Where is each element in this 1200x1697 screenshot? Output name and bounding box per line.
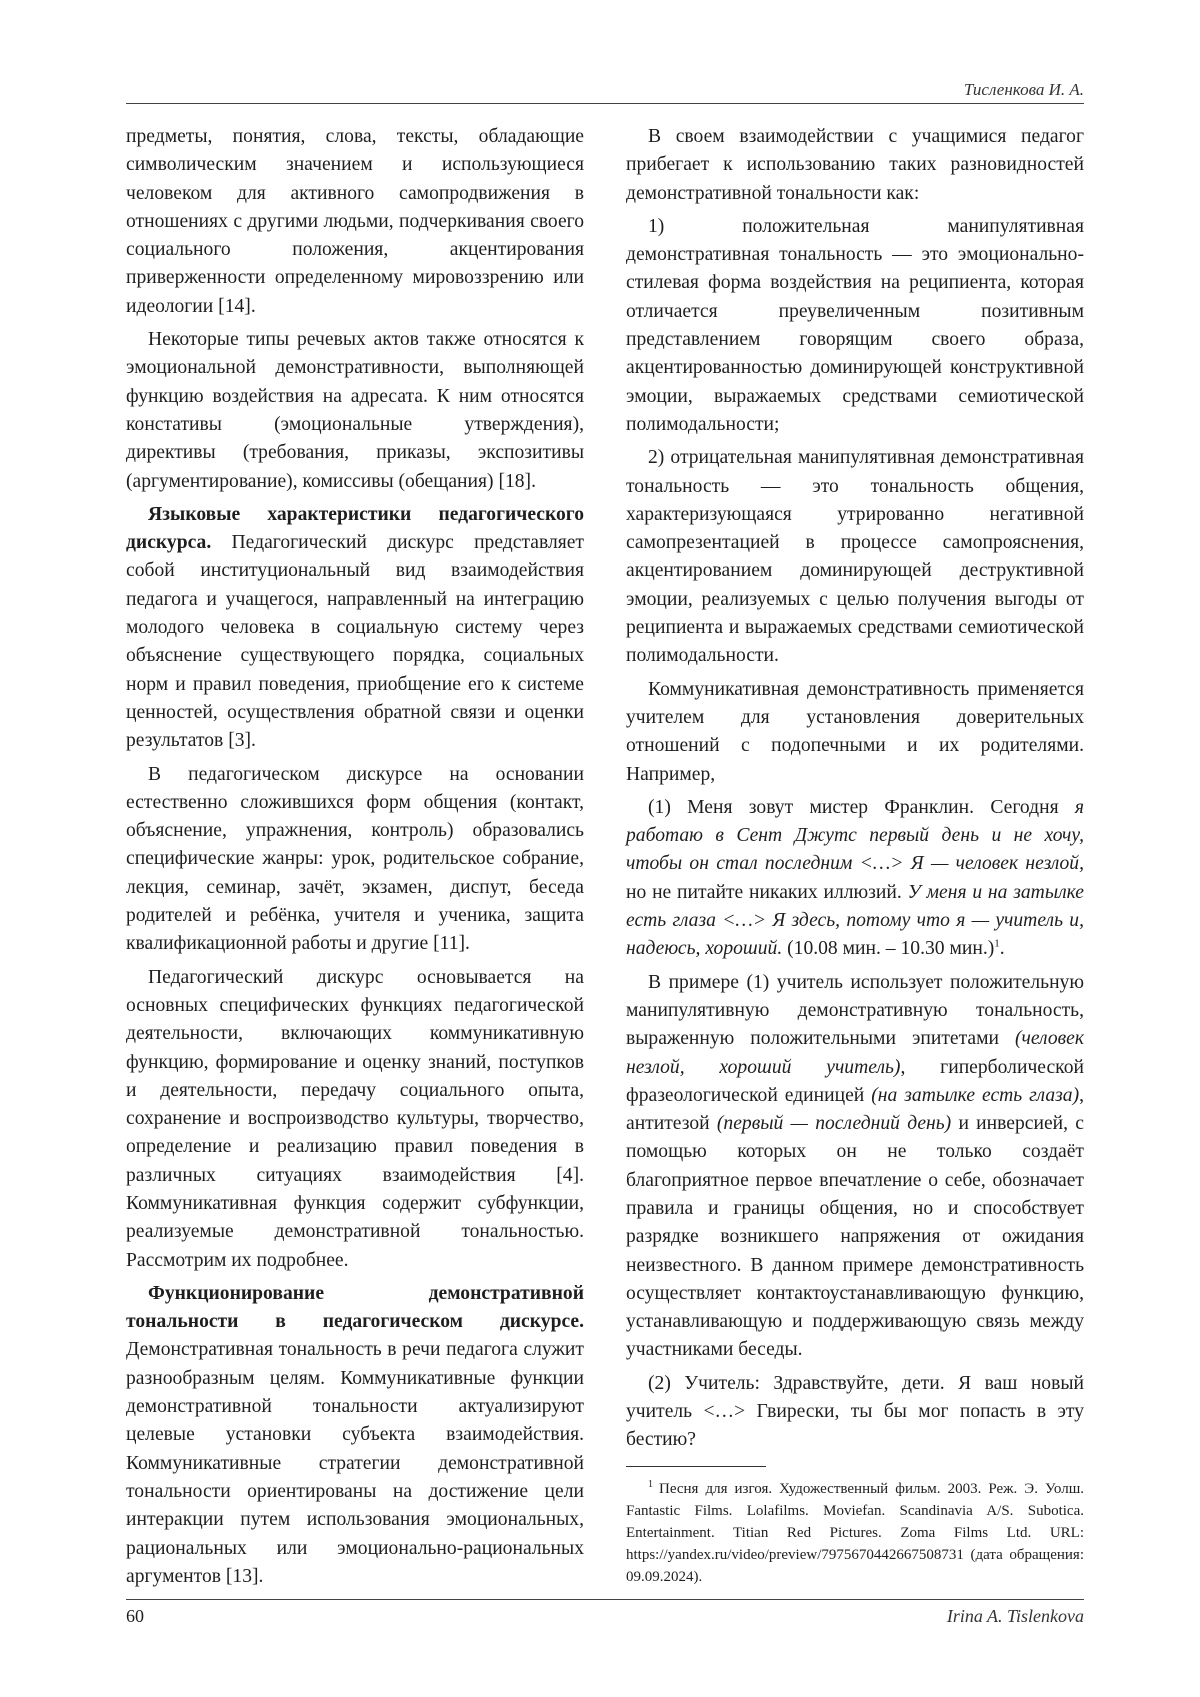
paragraph: В своем взаимодействии с учащимися педагог прибегает к использованию таких разновидностей демонстративной тональности как: [626, 126, 1084, 204]
footer-author: Irina A. Tislenkova [946, 1606, 1084, 1626]
paragraph: В педагогическом дискурсе на основании естественно сложившихся форм общения (контакт, объяснение, упражнения, контроль) образовались специфические жанры: урок, родительское собрание, лекция, семинар, зачёт, экзамен, диспут, беседа родителей и ребёнка, учителя и ученика, защита квалификационной работы и другие [11]. [126, 763, 584, 955]
paragraph [126, 501, 584, 756]
paragraph-text: В примере (1) учитель использует положительную манипулятивную демонстративную тональность, выраженную положительными эпитетами [626, 971, 1084, 1050]
paragraph: Коммуникативная демонстративность применяется учителем для установления доверительных отношений с подопечными и их родителями. Например, [626, 678, 1084, 785]
footnote [626, 1474, 1084, 1588]
footnote-rule [626, 1466, 766, 1467]
section-heading: Языковые характеристики педагогического дискурса. [126, 503, 584, 554]
paragraph-text: , гиперболической фразеологической единицей [626, 1056, 1084, 1106]
paragraph: предметы, понятия, слова, тексты, обладающие символическим значением и использующиеся человеком для активного самопродвижения в отношениях с другими людьми, подчеркивания своего социального положения, акцентирования приверженности определенному мировоззрению или идеологии [14]. [126, 126, 584, 317]
footnote-text: Песня для изгоя. Художественный фильм. 2003. Реж. Э. Уолш. Fantastic Films. Lolafilms. Moviefan. Scandinavia A/S. Subotica. Entertainment. Titian Red Pictures. Zoma Films Ltd. URL: https://yandex.ru/video/preview/7975670442667508731 (дата обращения: 09.09.2024). [626, 1481, 1084, 1585]
header-rule [126, 103, 1084, 104]
right-column [626, 123, 1084, 1460]
italic-quote: (на затылке есть глаза) [871, 1084, 1080, 1106]
example-text: . [999, 938, 1005, 960]
example-text: (1) Меня зовут мистер Франклин. Сегодня [648, 796, 1075, 818]
section-heading: Функционирование демонстративной тональности в педагогическом дискурсе. [126, 1282, 584, 1333]
running-head: Тисленкова И. А. [963, 80, 1084, 99]
paragraph [126, 1280, 584, 1591]
paragraph: Педагогический дискурс основывается на основных специфических функциях педагогической деятельности, включающих коммуникативную функцию, формирование и оценку знаний, поступков и деятельности, передачу социального опыта, сохранение и воспроизводство культуры, творчество, определение и реализацию правил поведения в различных ситуациях взаимодействия [4]. Коммуникативная функция содержит субфункции, реализуемые демонстративной тональностью. Рассмотрим их подробнее. [126, 966, 584, 1271]
example-2: (2) Учитель: Здравствуйте, дети. Я ваш новый учитель <…> Гвирески, ты бы мог попасть в эту бестию? [626, 1372, 1084, 1451]
italic-quote: (человек незлой, хороший учитель) [626, 1028, 1084, 1078]
example-text: но не питайте никаких иллюзий. [626, 881, 908, 903]
paragraph-text: Демонстративная тональность в речи педагога служит разнообразным целям. Коммуникативные функции демонстративной тональности актуализируют целевые установки субъекта взаимодействия. Коммуникативные стратегии демонстративной тональности ориентированы на достижение цели интеракции путем использования эмоциональных, рациональных или эмоционально-рациональных аргументов [13]. [126, 1339, 584, 1587]
italic-quote: (первый — последний день) [716, 1113, 952, 1135]
example-italic: я работаю в Сент Джутс первый день и не хочу, чтобы он стал последним <…> Я — человек незлой, [626, 796, 1084, 875]
paragraph-text: и инверсией, с помощью которых он не только создаёт благоприятное первое впечатление о себе, обозначает правила и границы общения, но и способствует разрядке возникшего напряжения от ожидания неизвестного. В данном примере демонстративность осуществляет контактоустанавливающую функцию, устанавливающую и поддерживающую связь между участниками беседы. [626, 1113, 1084, 1361]
footer-rule [126, 1599, 1084, 1600]
example-italic: У меня и на затылке есть глаза <…> Я здесь, потому что я — учитель и, надеюсь, хороший. [626, 881, 1085, 960]
left-column [126, 123, 584, 1596]
example-1 [626, 794, 1084, 964]
paragraph-text: , антитезой [626, 1084, 1084, 1135]
list-item: 1) положительная манипулятивная демонстративная тональность — это эмоционально-стилевая форма воздействия на реципиента, которая отличается преувеличенным позитивным представлением говорящим своего образа, акцентированностью доминирующей конструктивной эмоции, выражаемых средствами семиотической полимодальности; [626, 215, 1084, 435]
paragraph: Некоторые типы речевых актов также относятся к эмоциональной демонстративности, выполняющей функцию воздействия на адресата. К ним относятся констативы (эмоциональные утверждения), директивы (требования, приказы, экспозитивы (аргументирование), комиссивы (обещания) [18]. [126, 329, 584, 492]
footnote-number: 1 [648, 1479, 653, 1490]
timestamp: (10.08 мин. – 10.30 мин.) [782, 938, 995, 960]
footnote-marker[interactable]: 1 [994, 937, 1000, 950]
page-number: 60 [126, 1606, 144, 1626]
paragraph [626, 969, 1084, 1365]
list-item: 2) отрицательная манипулятивная демонстративная тональность — это тональность общения, характеризующаяся утрированно негативной самопрезентацией в процессе самопрояснения, акцентированием доминирующей деструктивной эмоции, реализуемых с целью получения выгоды от реципиента и выражаемых средствами семиотической полимодальности. [626, 447, 1084, 667]
paragraph-text: Педагогический дискурс представляет собой институциональный вид взаимодействия педагога и учащегося, направленный на интеграцию молодого человека в социальную систему через объяснение существующего порядка, социальных норм и правил поведения, приобщение его к системе ценностей, осуществления обратной связи и оценки результатов [3]. [126, 532, 584, 752]
